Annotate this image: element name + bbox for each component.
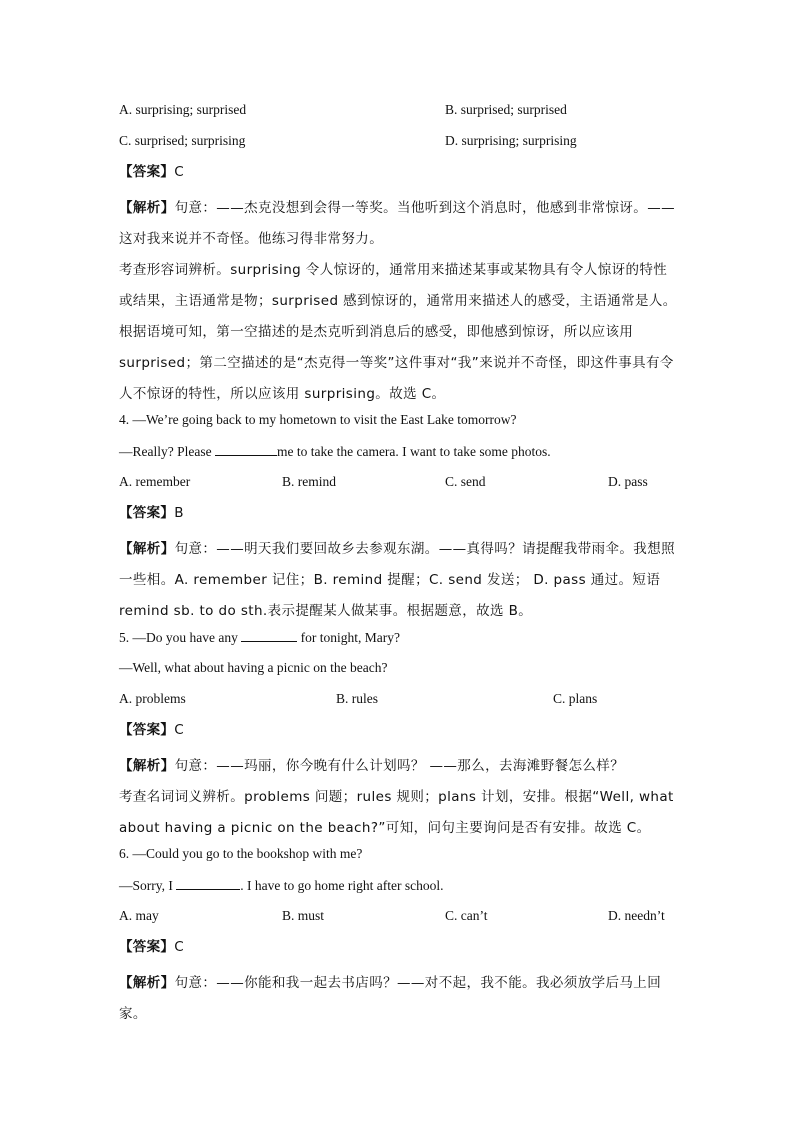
- analysis-label: 【解析】: [119, 758, 175, 774]
- q6-option-a: A. may: [119, 908, 159, 923]
- q3-option-a: A. surprising; surprised: [119, 102, 247, 117]
- question-content: [119, 100, 679, 1030]
- answer-blank: [176, 875, 240, 890]
- q5-stem: [119, 627, 679, 658]
- analysis-text: 句意：——玛丽，你今晚有什么计划吗？ ——那么，去海滩野餐怎么样？: [174, 758, 625, 774]
- q5-option-a: A. problems: [119, 691, 186, 706]
- q6-option-b: B. must: [282, 908, 325, 923]
- q6-reply-end: . I have to go home right after school.: [240, 878, 444, 893]
- q6-option-d: D. needn’t: [608, 908, 665, 923]
- answer-label: 【答案】: [119, 505, 175, 521]
- q6-stem: 6. —Could you go to the bookshop with me?: [119, 846, 363, 861]
- q5-option-c: C. plans: [553, 691, 598, 706]
- q4-option-d: D. pass: [608, 474, 648, 489]
- analysis-text: 句意：——明天我们要回故乡去参观东湖。——真得吗？请提醒我带雨伞。我想照一些相。A. remember 记住；B. remind 提醒；C. send 发送； D. pass 通过。短语 remind sb. to do sth.表示提醒某人做某事。根据题意，故选 B。: [119, 541, 676, 619]
- q5-analysis: [119, 751, 679, 782]
- q4-reply-start: —Really? Please: [119, 444, 215, 459]
- answer-value: C: [174, 722, 184, 738]
- q6-analysis: [119, 968, 679, 1030]
- q4-reply: [119, 441, 679, 472]
- q5-stem-end: for tonight, Mary?: [297, 630, 400, 645]
- answer-value: C: [174, 939, 184, 955]
- answer-blank: [215, 441, 277, 456]
- answer-blank: [241, 627, 297, 642]
- q4-reply-end: me to take the camera. I want to take some photos.: [276, 444, 551, 459]
- q5-options: [119, 689, 679, 720]
- analysis-label: 【解析】: [119, 975, 175, 991]
- q5-analysis-detail: 考查名词词义辨析。problems 问题；rules 规则；plans 计划，安排。根据“Well, what about having a picnic on the beach?”可知，问句主要询问是否有安排。故选 C。: [119, 789, 674, 836]
- q6-reply-start: —Sorry, I: [119, 878, 177, 893]
- answer-label: 【答案】: [119, 164, 175, 180]
- answer-label: 【答案】: [119, 939, 175, 955]
- q4-option-a: A. remember: [119, 474, 191, 489]
- q4-options: [119, 472, 679, 503]
- q4-option-b: B. remind: [282, 474, 336, 489]
- analysis-text: 句意：——你能和我一起去书店吗？——对不起，我不能。我必须放学后马上回家。: [119, 975, 662, 1022]
- analysis-label: 【解析】: [119, 541, 175, 557]
- q4-answer: [119, 503, 679, 534]
- q4-stem: 4. —We’re going back to my hometown to visit the East Lake tomorrow?: [119, 412, 517, 427]
- analysis-text: 句意：——杰克没想到会得一等奖。当他听到这个消息时，他感到非常惊讶。——这对我来说并不奇怪。他练习得非常努力。: [119, 200, 676, 247]
- q6-reply: [119, 875, 679, 906]
- q3-analysis: [119, 193, 679, 255]
- q3-option-c: C. surprised; surprising: [119, 133, 246, 148]
- q3-analysis-detail: 考查形容词辨析。surprising 令人惊讶的，通常用来描述某事或某物具有令人惊讶的特性或结果，主语通常是物；surprised 感到惊讶的，通常用来描述人的感受，主语通常是人。根据语境可知，第一空描述的是杰克听到消息后的感受，即他感到惊讶，所以应该用 surprised；第二空描述的是“杰克得一等奖”这件事对“我”来说并不奇怪，即这件事具有令人不惊讶的特性，所以应该用 surprising。故选 C。: [119, 262, 677, 402]
- q4-analysis: [119, 534, 679, 627]
- q3-options: [119, 100, 679, 131]
- q3-options-row2: [119, 131, 679, 162]
- answer-value: B: [174, 505, 184, 521]
- q3-answer: [119, 162, 679, 193]
- q6-answer: [119, 937, 679, 968]
- q3-option-b: B. surprised; surprised: [445, 102, 567, 117]
- q5-reply: —Well, what about having a picnic on the beach?: [119, 660, 388, 675]
- q6-options: [119, 906, 679, 937]
- q5-stem-start: 5. —Do you have any: [119, 630, 242, 645]
- answer-label: 【答案】: [119, 722, 175, 738]
- answer-value: C: [174, 164, 184, 180]
- q6-option-c: C. can’t: [445, 908, 488, 923]
- q5-answer: [119, 720, 679, 751]
- q5-option-b: B. rules: [336, 691, 378, 706]
- q3-option-d: D. surprising; surprising: [445, 133, 577, 148]
- analysis-label: 【解析】: [119, 200, 175, 216]
- q4-option-c: C. send: [445, 474, 486, 489]
